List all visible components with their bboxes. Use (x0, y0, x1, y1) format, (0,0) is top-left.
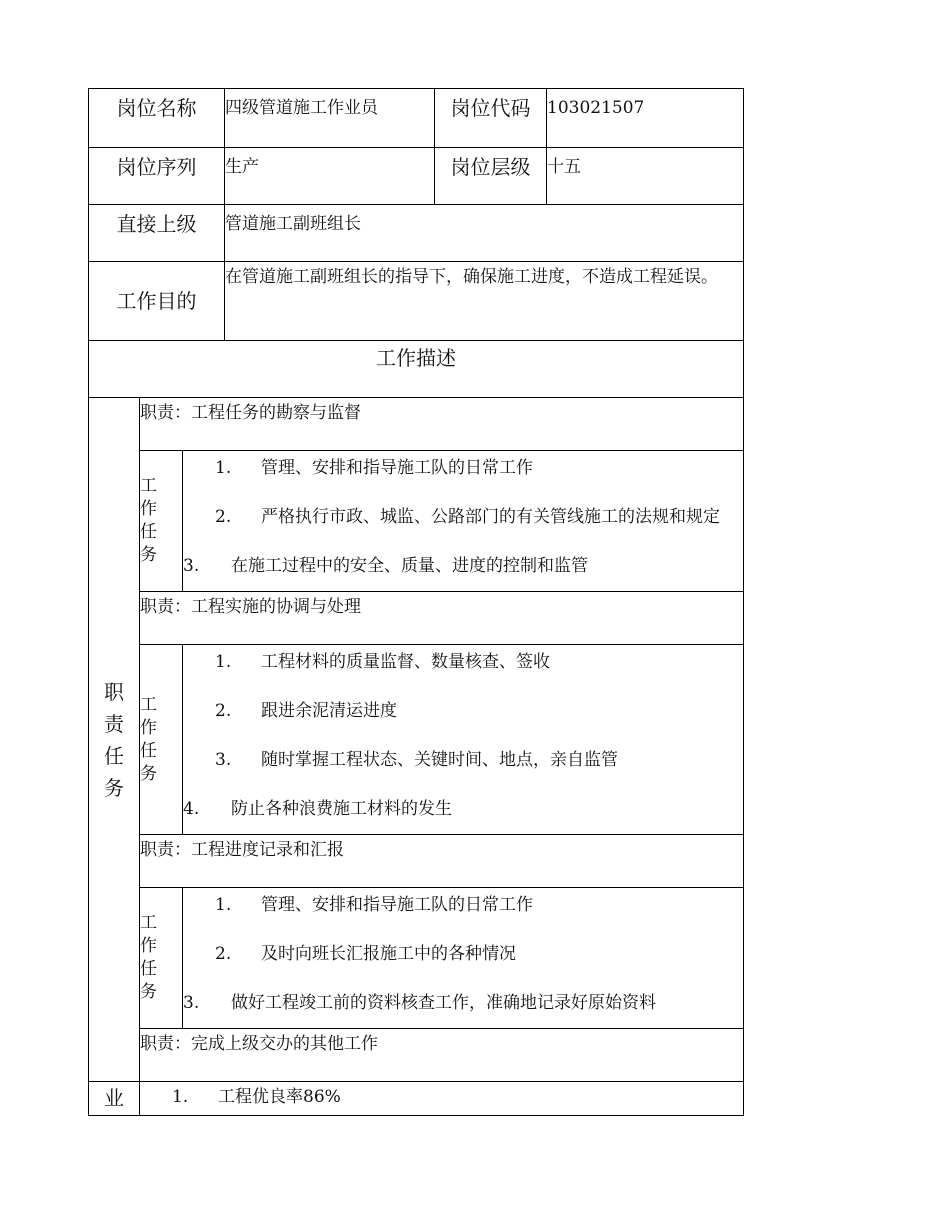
duty-row (89, 592, 744, 645)
duties-label: 职责任务 (104, 679, 124, 800)
row-superior (89, 205, 744, 262)
job-description-table (88, 88, 744, 1116)
superior-value: 管道施工副班组长 (225, 205, 744, 262)
kpi-num: 1. (172, 1087, 189, 1107)
level-value: 十五 (547, 148, 744, 205)
task-label-cell (140, 645, 183, 835)
row-description-title (89, 341, 744, 398)
task-label: 工作任务 (140, 694, 157, 784)
list-item: 3. 随时掌握工程状态、关键时间、地点，亲自监管 (215, 750, 618, 770)
duty-title: 职责：工程任务的勘察与监督 (140, 398, 744, 451)
list-item: 1. 管理、安排和指导施工队的日常工作 (215, 458, 533, 478)
list-item: 1. 工程材料的质量监督、数量核查、签收 (215, 652, 550, 672)
task-list (183, 888, 744, 1029)
task-row (89, 645, 744, 835)
task-row (89, 888, 744, 1029)
duty-title: 职责：工程实施的协调与处理 (140, 592, 744, 645)
task-label-cell (140, 888, 183, 1029)
post-code-label: 岗位代码 (435, 89, 547, 148)
sequence-value: 生产 (225, 148, 435, 205)
kpi-list (140, 1082, 744, 1116)
level-label: 岗位层级 (435, 148, 547, 205)
post-code-value: 103021507 (547, 89, 744, 148)
duty-row (89, 835, 744, 888)
list-item: 2. 严格执行市政、城监、公路部门的有关管线施工的法规和规定 (215, 507, 720, 527)
task-label: 工作任务 (140, 476, 157, 565)
description-title: 工作描述 (89, 341, 744, 398)
duty-row (89, 398, 744, 451)
kpi-row (89, 1082, 744, 1116)
post-name-label: 岗位名称 (89, 89, 225, 148)
list-item: 3. 做好工程竣工前的资料核查工作，准确地记录好原始资料 (183, 993, 656, 1013)
sequence-label: 岗位序列 (89, 148, 225, 205)
task-row (89, 451, 744, 592)
task-list (183, 645, 744, 835)
purpose-label: 工作目的 (89, 262, 225, 341)
task-label: 工作任务 (140, 913, 157, 1002)
purpose-value: 在管道施工副班组长的指导下，确保施工进度，不造成工程延误。 (225, 262, 744, 341)
duty-title: 职责：工程进度记录和汇报 (140, 835, 744, 888)
duty-title: 职责：完成上级交办的其他工作 (140, 1029, 744, 1082)
job-description-sheet (88, 88, 743, 1116)
task-list (183, 451, 744, 592)
row-post-name (89, 89, 744, 148)
duty-row (89, 1029, 744, 1082)
list-item: 3. 在施工过程中的安全、质量、进度的控制和监管 (183, 556, 588, 576)
list-item: 2. 跟进余泥清运进度 (215, 701, 397, 721)
kpi-label: 业 (89, 1082, 140, 1116)
task-label-cell (140, 451, 183, 592)
duties-label-cell (89, 398, 140, 1082)
row-sequence (89, 148, 744, 205)
superior-label: 直接上级 (89, 205, 225, 262)
kpi-text: 工程优良率86% (218, 1087, 341, 1107)
list-item: 2. 及时向班长汇报施工中的各种情况 (215, 944, 516, 964)
list-item: 1. 管理、安排和指导施工队的日常工作 (215, 895, 533, 915)
row-purpose (89, 262, 744, 341)
post-name-value: 四级管道施工作业员 (225, 89, 435, 148)
list-item: 4. 防止各种浪费施工材料的发生 (183, 799, 452, 819)
